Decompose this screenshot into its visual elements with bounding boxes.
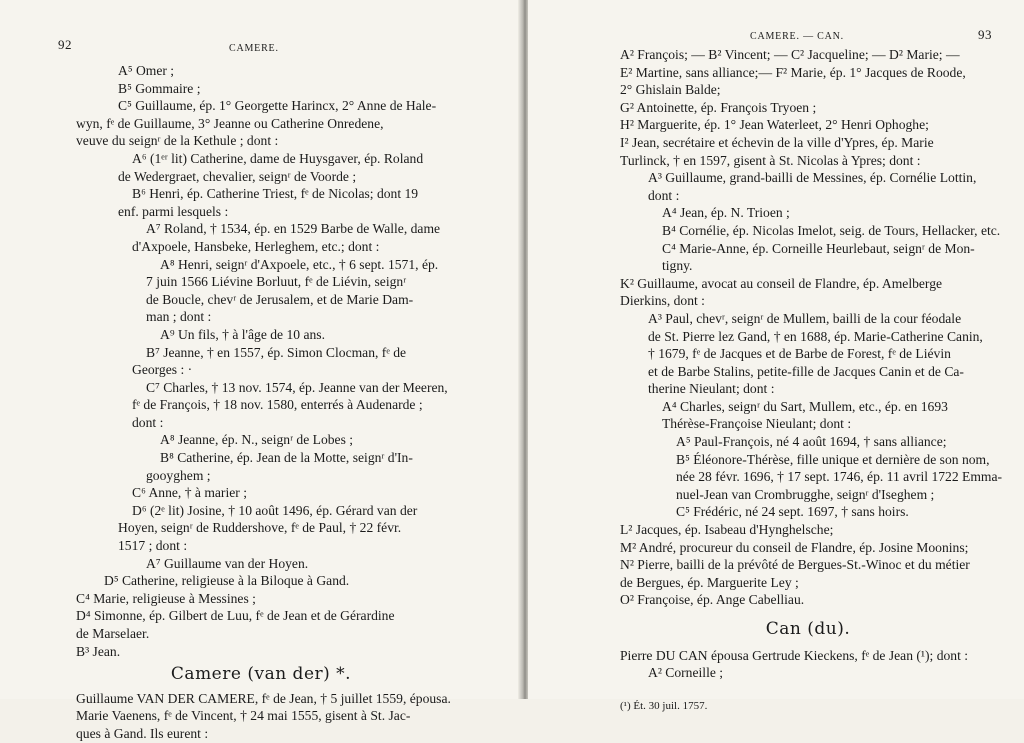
text-line: de Bergues, ép. Marguerite Ley ;: [620, 574, 799, 590]
right-running-head: CAMERE. — CAN.: [750, 31, 844, 42]
text-line: 1517 ; dont :: [118, 538, 188, 554]
left-genealogy-lines: [76, 62, 446, 660]
text-line: ques à Gand. Ils eurent :: [76, 725, 209, 741]
text-line: enf. parmi lesquels :: [118, 203, 229, 219]
text-line: B⁶ Henri, ép. Catherine Triest, fᵉ de Nicolas; dont 19: [132, 186, 419, 202]
text-line: 2° Ghislain Balde;: [620, 82, 721, 98]
text-line: wyn, fᵉ de Guillaume, 3° Jeanne ou Catherine Onredene,: [76, 115, 384, 131]
text-line: C⁵ Frédéric, né 24 sept. 1697, † sans hoirs.: [676, 504, 909, 520]
left-section-title: Camere (van der) *.: [170, 664, 352, 685]
text-line: de Marselaer.: [76, 626, 150, 641]
footnote: (¹) Ét. 30 juil. 1757.: [620, 699, 708, 712]
text-line: G² Antoinette, ép. François Tryoen ;: [620, 99, 817, 115]
text-line: fᵉ de François, † 18 nov. 1580, enterrés à Audenarde ;: [132, 397, 423, 413]
text-line: D⁴ Simonne, ép. Gilbert de Luu, fᵉ de Jean et de Gérardine: [76, 608, 395, 624]
text-line: Dierkins, dont :: [620, 293, 705, 309]
text-line: A³ Guillaume, grand-bailli de Messines, ép. Cornélie Lottin,: [648, 170, 977, 186]
text-line: d'Axpoele, Hansbeke, Herleghem, etc.; dont :: [132, 238, 380, 254]
text-line: Hoyen, seignʳ de Ruddershove, fᵉ de Paul, † 22 févr.: [118, 520, 402, 536]
text-line: A⁷ Guillaume van der Hoyen.: [146, 555, 309, 571]
text-line: et de Barbe Stalins, petite-fille de Jacques Canin et de Ca-: [648, 363, 964, 379]
text-line: man ; dont :: [146, 309, 212, 325]
text-line: B³ Jean.: [76, 643, 121, 659]
text-line: therine Nieulant; dont :: [648, 381, 775, 397]
text-line: O² Françoise, ép. Ange Cabelliau.: [620, 592, 805, 608]
text-line: A⁵ Paul-François, né 4 août 1694, † sans alliance;: [676, 434, 947, 450]
text-line: veuve du seignʳ de la Kethule ; dont :: [76, 133, 279, 149]
text-line: née 28 févr. 1696, † 17 sept. 1746, ép. 11 avril 1722 Emma-: [676, 469, 1003, 485]
left-page-number: 92: [58, 37, 72, 52]
text-line: D⁶ (2ᵉ lit) Josine, † 10 août 1496, ép. Gérard van der: [132, 502, 418, 518]
text-line: dont :: [648, 187, 680, 203]
text-line: E² Martine, sans alliance;— F² Marie, ép. 1° Jacques de Roode,: [620, 64, 966, 80]
text-line: A⁷ Roland, † 1534, ép. en 1529 Barbe de Walle, dame: [146, 221, 441, 237]
text-line: de Boucle, chevʳ de Jerusalem, et de Marie Dam-: [146, 291, 414, 307]
text-line: tigny.: [662, 258, 693, 274]
text-line: C⁵ Guillaume, ép. 1° Georgette Harincx, 2° Anne de Hale-: [118, 98, 437, 114]
left-section-body: [76, 690, 451, 743]
text-line: Georges : ·: [132, 362, 193, 378]
text-line: Thérèse-Françoise Nieulant; dont :: [662, 416, 852, 432]
text-line: Turlinck, † en 1597, gisent à St. Nicolas à Ypres; dont :: [620, 152, 921, 168]
text-line: dont :: [132, 414, 164, 430]
left-running-head: CAMERE.: [229, 43, 279, 54]
text-line: A⁵ Omer ;: [118, 63, 175, 78]
text-line: A² François; — B² Vincent; — C² Jacqueline; — D² Marie; —: [620, 47, 960, 62]
text-line: Marie Vaenens, fᵉ de Vincent, † 24 mai 1555, gisent à St. Jac-: [76, 708, 411, 724]
text-line: H² Marguerite, ép. 1° Jean Waterleet, 2° Henri Ophoghe;: [620, 117, 929, 133]
text-line: A⁶ (1ᵉʳ lit) Catherine, dame de Huysgaver, ép. Roland: [132, 150, 424, 166]
text-line: K² Guillaume, avocat au conseil de Flandre, ép. Amelberge: [620, 275, 943, 291]
text-line: D⁵ Catherine, religieuse à la Biloque à Gand.: [104, 573, 350, 589]
right-page: [528, 0, 1024, 712]
right-section-body: [620, 647, 996, 682]
text-line: de Wedergraet, chevalier, seignʳ de Voorde ;: [118, 168, 357, 184]
text-line: C⁷ Charles, † 13 nov. 1574, ép. Jeanne van der Meeren,: [146, 379, 448, 395]
right-section-title: Can (du).: [765, 619, 851, 639]
text-line: A⁴ Jean, ép. N. Trioen ;: [662, 205, 790, 221]
text-line: de St. Pierre lez Gand, † en 1688, ép. Marie-Catherine Canin,: [648, 328, 983, 344]
text-line: C⁶ Anne, † à marier ;: [132, 485, 247, 501]
text-line: A³ Paul, chevʳ, seignʳ de Mullem, bailli de la cour féodale: [648, 310, 962, 326]
text-line: B⁸ Catherine, ép. Jean de la Motte, seignʳ d'In-: [160, 450, 413, 466]
text-line: A⁴ Charles, seignʳ du Sart, Mullem, etc., ép. en 1693: [662, 398, 948, 414]
text-line: gooyghem ;: [146, 467, 211, 483]
text-line: A² Corneille ;: [648, 665, 724, 681]
text-line: L² Jacques, ép. Isabeau d'Hynghelsche;: [620, 522, 834, 538]
text-line: 7 juin 1566 Liévine Borluut, fᵉ de Liévin, seignʳ: [146, 274, 407, 290]
text-line: M² André, procureur du conseil de Flandre, ép. Josine Moonins;: [620, 539, 969, 555]
text-line: † 1679, fᵉ de Jacques et de Barbe de Forest, fᵉ de Liévin: [648, 346, 951, 362]
text-line: A⁸ Jeanne, ép. N., seignʳ de Lobes ;: [160, 432, 354, 448]
text-line: B⁴ Cornélie, ép. Nicolas Imelot, seig. de Tours, Hellacker, etc.: [662, 222, 1001, 238]
right-genealogy-lines: [620, 46, 1003, 609]
text-line: A⁹ Un fils, † à l'âge de 10 ans.: [160, 326, 325, 342]
text-line: B⁵ Éléonore-Thérèse, fille unique et dernière de son nom,: [676, 451, 990, 467]
right-page-text: [620, 46, 1003, 715]
text-line: N² Pierre, bailli de la prévôté de Bergues-St.-Winoc et du métier: [620, 557, 970, 573]
text-line: nuel-Jean van Crombrugghe, seignʳ d'Iseghem ;: [676, 486, 935, 502]
text-line: B⁵ Gommaire ;: [118, 80, 201, 96]
text-line: A⁸ Henri, seignʳ d'Axpoele, etc., † 6 sept. 1571, ép.: [160, 256, 439, 272]
text-line: C⁴ Marie, religieuse à Messines ;: [76, 590, 256, 606]
text-line: I² Jean, secrétaire et échevin de la ville d'Ypres, ép. Marie: [620, 134, 934, 150]
text-line: Guillaume VAN DER CAMERE, fᵉ de Jean, † 5 juillet 1559, épousa.: [76, 690, 451, 706]
text-line: C⁴ Marie-Anne, ép. Corneille Heurlebaut, seignʳ de Mon-: [662, 240, 975, 256]
left-page-text: [76, 62, 451, 743]
text-line: B⁷ Jeanne, † en 1557, ép. Simon Clocman, fᵉ de: [146, 344, 407, 360]
text-line: Pierre DU CAN épousa Gertrude Kieckens, fᵉ de Jean (¹); dont :: [620, 647, 969, 663]
right-page-number: 93: [978, 27, 992, 42]
